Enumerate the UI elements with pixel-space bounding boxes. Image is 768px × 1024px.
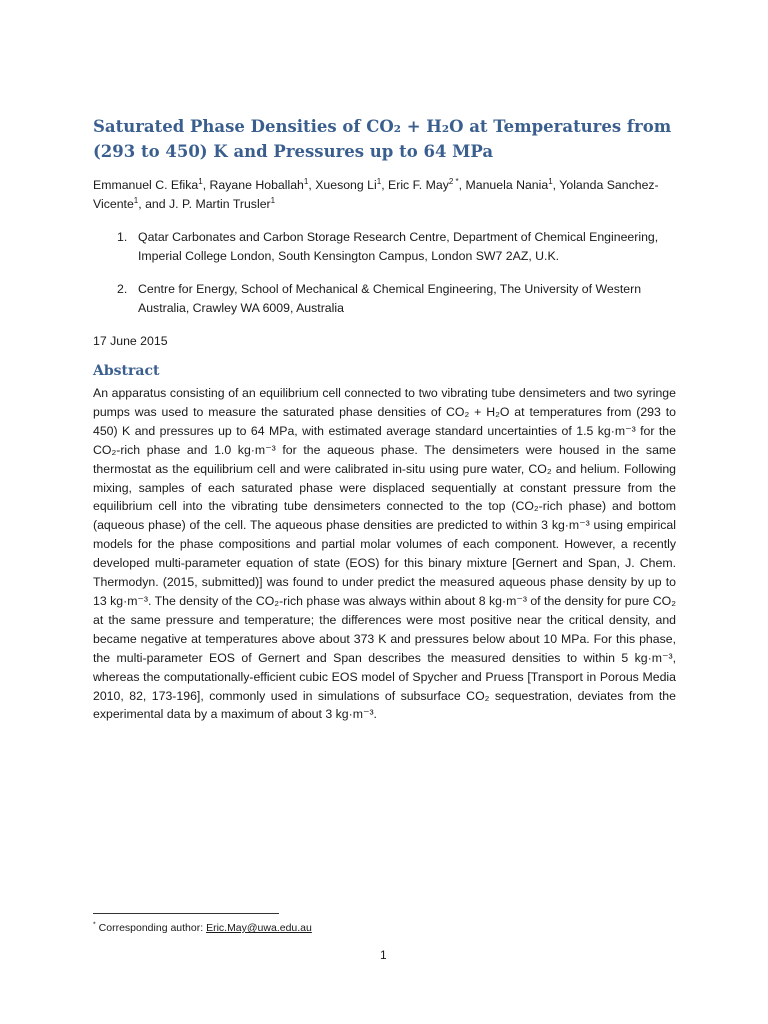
affiliation-text: Qatar Carbonates and Carbon Storage Research Centre, Department of Chemical Engineering, Imperial College London, South Kensington Campus, London SW7 2AZ, U.K. xyxy=(138,230,659,263)
author-name: J. P. Martin Trusler xyxy=(169,197,271,211)
author-name: Yolanda Sanchez-Vicente xyxy=(93,178,659,211)
paper-title: Saturated Phase Densities of CO₂ + H₂O at Temperatures from (293 to 450) K and Pressures up to 64 MPa xyxy=(93,117,672,161)
author-affiliation-mark: 1 xyxy=(376,176,382,186)
affiliation-number: 2. xyxy=(117,282,128,296)
footnote xyxy=(93,921,312,935)
affiliation-number: 1. xyxy=(117,230,128,244)
author-affiliation-mark: 1 xyxy=(303,176,309,186)
author-affiliation-mark: 1 xyxy=(133,195,139,205)
author-name: Manuela Nania xyxy=(465,178,549,192)
affiliation-2 xyxy=(93,280,683,318)
author-affiliation-mark: 1 xyxy=(270,195,276,205)
author-list: Emmanuel C. Efika$^1$, Rayane Hoballah$^1$, Xuesong Li$^1$, Eric F. May$^{2 *}$, Manuela Nania$^1$, Yolanda Sanchez-Vicente$^1$, and J. P. Martin Trusler$^1$ xyxy=(93,176,659,211)
author-affiliation-mark: 2 * xyxy=(448,176,459,186)
page-number: 1 xyxy=(380,948,387,962)
affiliation-text: Centre for Energy, School of Mechanical & Chemical Engineering, The University of Western Australia, Crawley WA 6009, Australia xyxy=(138,282,642,315)
author-name: Emmanuel C. Efika xyxy=(93,178,199,192)
author-name: Rayane Hoballah xyxy=(209,178,304,192)
abstract-text: An apparatus consisting of an equilibrium cell connected to two vibrating tube densimeters and two syringe pumps was used to measure the saturated phase densities of CO₂ + H₂O at temperatures from (293 to 450) K and pressures up to 64 MPa, with estimated average standard uncertainties of 1.5 kg·m⁻³ for the CO₂-rich phase and 1.0 kg·m⁻³ for the aqueous phase. The densimeters were housed in the same thermostat as the equilibrium cell and were calibrated in-situ using pure water, CO₂ and helium. Following mixing, samples of each saturated phase were displaced sequentially at constant pressure from the equilibrium cell into the vibrating tube densimeters connected to the top (CO₂-rich phase) and bottom (aqueous phase) of the cell. The aqueous phase densities are predicted to within 3 kg·m⁻³ using empirical models for the phase compositions and partial molar volumes of each component. However, a recently developed multi-parameter equation of state (EOS) for this binary mixture [Gernert and Span, J. Chem. Thermodyn. (2015, submitted)] was found to under predict the measured aqueous phase density by up to 13 kg·m⁻³. The density of the CO₂-rich phase was always within about 8 kg·m⁻³ of the density for pure CO₂ at the same pressure and temperature; the differences were most positive near the critical density, and became negative at temperatures above about 373 K and pressures below about 10 MPa. For this phase, the multi-parameter EOS of Gernert and Span describes the measured densities to within 5 kg·m⁻³, whereas the computationally-efficient cubic EOS model of Spycher and Pruess [Transport in Porous Media 2010, 82, 173-196], commonly used in simulations of subsurface CO₂ sequestration, deviates from the experimental data by a maximum of about 3 kg·m⁻³. xyxy=(93,386,676,722)
author-email-link[interactable]: Eric.May@uwa.edu.au xyxy=(206,922,312,934)
affiliation-1 xyxy=(93,228,683,266)
publication-date: 17 June 2015 xyxy=(93,334,168,348)
footnote-label: Corresponding author: xyxy=(95,922,207,934)
footnote-mark: * xyxy=(93,921,96,929)
author-affiliation-mark: 1 xyxy=(198,176,203,186)
footnote-divider xyxy=(93,913,279,914)
author-affiliation-mark: 1 xyxy=(548,176,553,186)
author-name: Xuesong Li xyxy=(315,178,377,192)
abstract-heading: Abstract xyxy=(93,363,160,379)
author-name: Eric F. May xyxy=(388,178,449,192)
